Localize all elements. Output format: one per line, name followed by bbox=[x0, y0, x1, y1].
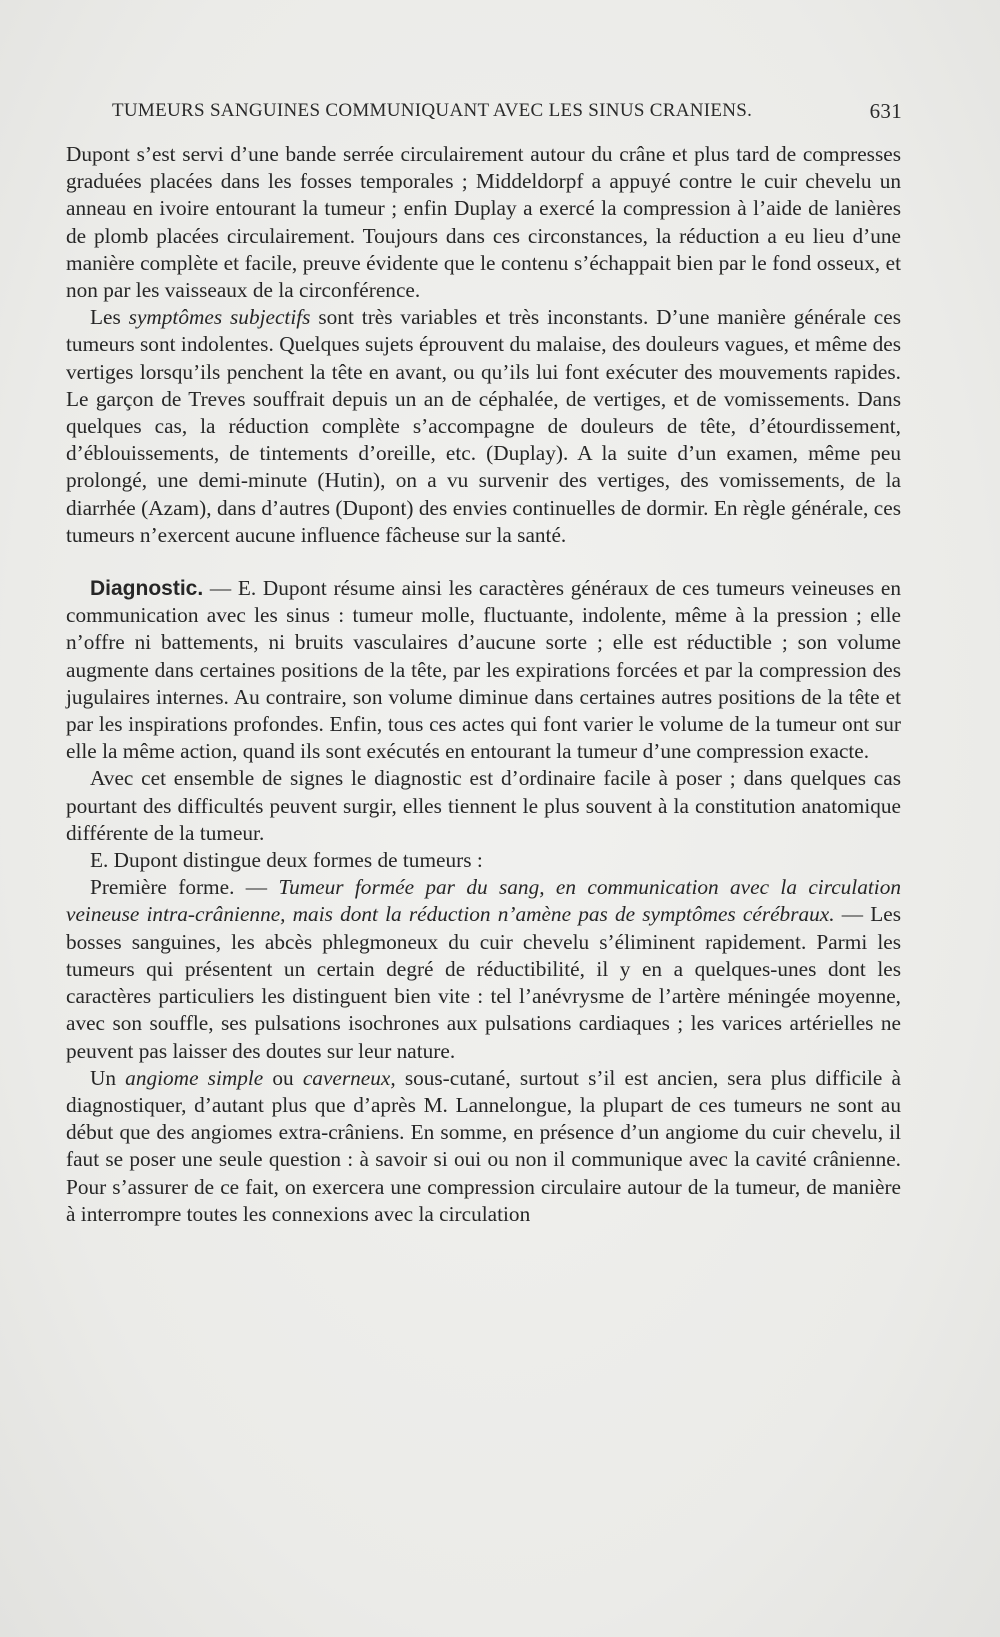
paragraph-ensemble-signes-text: Avec cet ensemble de signes le diagnostic est d’ordinaire facile à poser ; dans quelques cas pourtant des difficultés peuvent surgir, elles tiennent le plus souvent à la constitution anatomique différente de la tumeur. bbox=[66, 766, 901, 845]
paragraph-angiome-conj: ou bbox=[272, 1065, 294, 1090]
paragraph-symptomes bbox=[66, 304, 901, 549]
running-title: TUMEURS SANGUINES COMMUNIQUANT AVEC LES SINUS CRANIENS. bbox=[112, 100, 753, 121]
definition-premiere-forme: Tumeur formée par du sang, en communication avec la circulation veineuse intra-crânienne, mais dont la réduction n’amène pas de symptômes cérébraux. bbox=[66, 875, 901, 927]
paragraph-angiome bbox=[66, 1065, 901, 1228]
paragraph-angiome-text: sous-cutané, surtout s’il est ancien, sera plus difficile à diagnostiquer, d’autant plus que d’après M. Lannelongue, la plupart de ces tumeurs ne sont au début que des angiomes extra-crâniens. En somme, en présence d’un angiome du cuir chevelu, il faut se poser une seule question : à savoir si oui ou non il communique avec la cavité crânienne. Pour s’assurer de ce fait, on exercera une compression circulaire autour de la tumeur, de manière à interrompre toutes les connexions avec la circulation bbox=[66, 1065, 901, 1226]
paragraph-angiome-lead: Un bbox=[90, 1065, 117, 1090]
paragraph-premiere-forme-text: — Les bosses sanguines, les abcès phlegmoneux du cuir chevelu s’éliminent rapidement. Parmi les tumeurs qui présentent un certain degré de réductibilité, il y en a quelques-unes dont les caractères particuliers les distinguent bien vite : tel l’anévrysme de l’artère méningée moyenne, avec son souffle, ses pulsations isochrones aux pulsations cardiaques ; les varices artérielles ne peuvent pas laisser des doutes sur leur nature. bbox=[66, 902, 901, 1063]
label-premiere-forme: Première forme. — bbox=[90, 875, 268, 900]
term-angiome-simple: angiome simple bbox=[125, 1065, 264, 1090]
paragraph-deux-formes-text: E. Dupont distingue deux formes de tumeurs : bbox=[90, 848, 483, 873]
section-heading-diagnostic: Diagnostic. bbox=[90, 577, 204, 601]
term-caverneux: caverneux, bbox=[302, 1065, 396, 1090]
term-symptomes-subjectifs: symptômes subjectifs bbox=[128, 305, 311, 330]
page-number: 631 bbox=[869, 99, 902, 123]
paragraph-diagnostic bbox=[66, 575, 901, 765]
paragraph-compression bbox=[66, 141, 901, 304]
paragraph-symptomes-text: sont très variables et très inconstants. D’une manière générale ces tumeurs sont indolentes. Quelques sujets éprouvent du malaise, des douleurs vagues, et même des vertiges lorsqu’ils penchent la tête en avant, ou qu’ils lui font exécuter des mouvements rapides. Le garçon de Treves souffrait depuis un an de céphalée, de vertiges, et de vomissements. Dans quelques cas, la réduction complète s’accompagne de douleurs de tête, d’étourdissement, d’éblouissements, de tintements d’oreille, etc. (Duplay). A la suite d’un examen, même peu prolongé, une demi-minute (Hutin), on a vu survenir des vertiges, des vomissements, de la diarrhée (Azam), dans d’autres (Dupont) des envies continuelles de dormir. En règle générale, ces tumeurs n’exercent aucune influence fâcheuse sur la santé. bbox=[66, 305, 901, 547]
paragraph-diagnostic-text: — E. Dupont résume ainsi les caractères généraux de ces tumeurs veineuses en communication avec les sinus : tumeur molle, fluctuante, indolente, même à la pression ; elle n’offre ni battements, ni bruits vasculaires d’aucune sorte ; elle est réductible ; son volume augmente dans certaines positions de la tête, par les expirations forcées et par la compression des jugulaires internes. Au contraire, son volume diminue dans certaines autres positions de la tête et par les inspirations profondes. Enfin, tous ces actes qui font varier le volume de la tumeur ont sur elle la même action, quand ils sont exécutés en entourant la tumeur d’une compression exacte. bbox=[66, 576, 902, 764]
paragraph-compression-text: Dupont s’est servi d’une bande serrée circulairement autour du crâne et plus tard de compresses graduées placées dans les fosses temporales ; Middeldorpf a appuyé contre le cuir chevelu un anneau en ivoire entourant la tumeur ; enfin Duplay a exercé la compression à l’aide de lanières de plomb placées circulairement. Toujours dans ces circonstances, la réduction a eu lieu d’une manière complète et facile, preuve évidente que le contenu s’échappait bien par le fond osseux, et non par les vaisseaux de la circonférence. bbox=[66, 142, 901, 303]
paragraph-premiere-forme bbox=[66, 874, 901, 1064]
paragraph-ensemble-signes bbox=[66, 765, 901, 847]
body-text bbox=[66, 141, 901, 1228]
paragraph-deux-formes bbox=[66, 847, 901, 874]
paragraph-symptomes-lead: Les bbox=[90, 305, 121, 330]
